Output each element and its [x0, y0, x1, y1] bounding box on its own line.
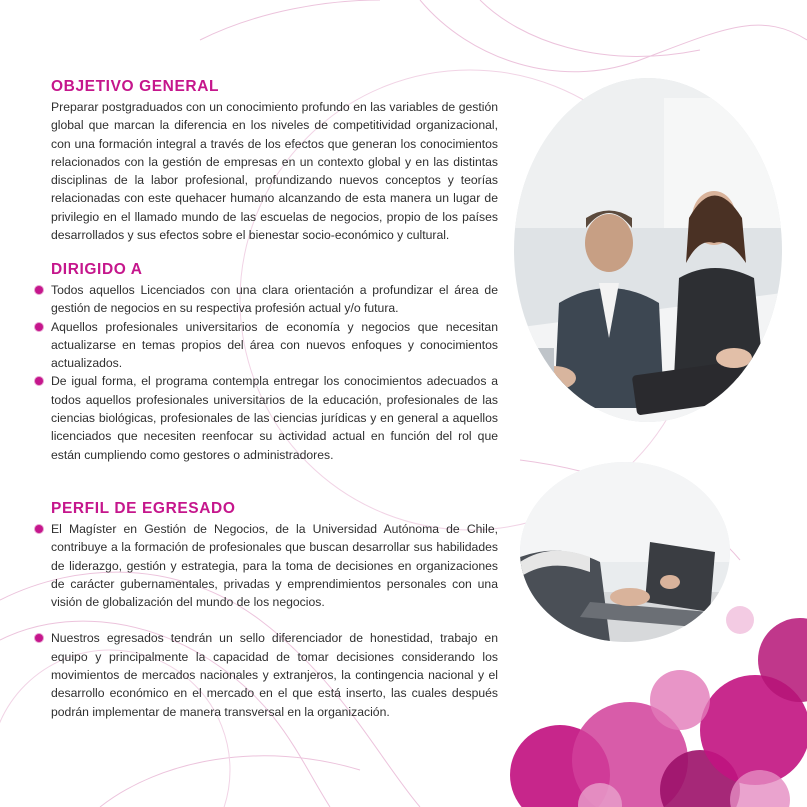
list-item: Aquellos profesionales universitarios de economía y negocios que necesitan actualizarse en temas propios del área con nuevos enfoques y conocimientos actualizados.	[51, 318, 498, 373]
bullet-icon	[35, 634, 43, 642]
bullet-icon	[35, 377, 43, 385]
dirigido-a-heading: DIRIGIDO A	[51, 261, 143, 278]
perfil-egresado-heading: PERFIL DE EGRESADO	[51, 500, 236, 517]
laptop-work-photo	[520, 462, 730, 642]
list-item: De igual forma, el programa contempla entregar los conocimientos adecuados a todos aquellos profesionales universitarios de la educación, profesionales de las ciencias biológicas, profesionales de las ciencias jurídicas y en general a aquellos licenciados que necesiten reenfocar su actividad actual en función del rol que están cumpliendo como gestores o administradores.	[51, 372, 498, 463]
list-item: Todos aquellos Licenciados con una clara orientación a profundizar el área de gestión de negocios en su respectiva profesión actual y/o futura.	[51, 281, 498, 318]
bullet-icon	[35, 286, 43, 294]
business-meeting-photo	[514, 78, 782, 422]
bullet-icon	[35, 525, 43, 533]
dirigido-a-list	[51, 281, 498, 464]
list-item: El Magíster en Gestión de Negocios, de la Universidad Autónoma de Chile, contribuye a la formación de profesionales que buscan desarrollar sus habilidades de liderazgo, gestión y estrategia, para la toma de decisiones en organizaciones de carácter gubernamentales, privadas y emprendimientos personales con una visión de globalización del mundo de los negocios.	[51, 520, 498, 611]
objetivo-general-text: Preparar postgraduados con un conocimiento profundo en las variables de gestión global que marcan la diferencia en los niveles de competitividad organizacional, con una formación integral a través de los efectos que generan los conocimientos relacionados con la gestión de empresas en un contexto global y en las distintas disciplinas de la labor profesional, profundizando nuevos conceptos y teorías relacionadas con este quehacer humano alcanzando de esta manera un lugar de privilegio en el llamado mundo de las escuelas de negocios, propio de los países desarrollados y sus efectos sobre el bienestar socio-económico y cultural.	[51, 100, 498, 243]
bullet-icon	[35, 323, 43, 331]
objetivo-general-heading: OBJETIVO GENERAL	[51, 78, 220, 95]
perfil-egresado-list	[51, 520, 498, 721]
list-item: Nuestros egresados tendrán un sello diferenciador de honestidad, trabajo en equipo y principalmente la capacidad de tomar decisiones considerando los movimientos de mercados nacionales y extranjeros, la contingencia nacional y el desarrollo económico en el mercado en el que está inserto, las cuales después podrán implementar de manera transversal en la organización.	[51, 629, 498, 720]
